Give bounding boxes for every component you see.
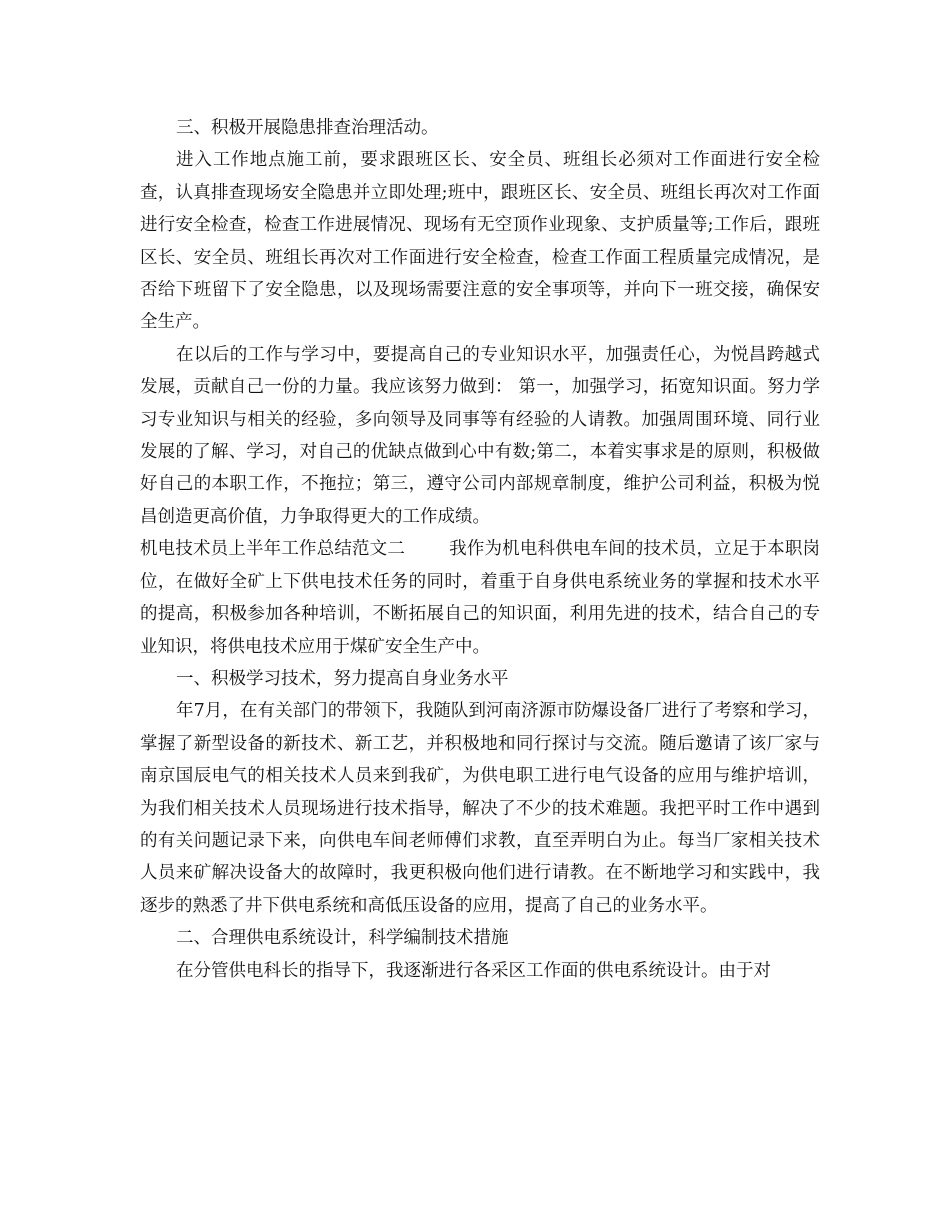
paragraph-safety-check: 进入工作地点施工前，要求跟班区长、安全员、班组长必须对工作面进行安全检查，认真排查现场安全隐患并立即处理;班中，跟班区长、安全员、班组长再次对工作面进行安全检查，检查工作进展情况、现场有无空顶作业现象、支护质量等;工作后，跟班区长、安全员、班组长再次对工作面进行安全检查，检查工作面工程质量完成情况，是否给下班留下了安全隐患，以及现场需要注意的安全事项等，并向下一班交接，确保安全生产。 (140, 150, 820, 333)
paragraph-design-start: 在分管供电科长的指导下，我逐渐进行各采区工作面的供电系统设计。由于对 (176, 960, 771, 981)
section-heading-hazard-inspection: 三、积极开展隐患排查治理活动。 (176, 118, 439, 138)
sample-two-text: 我作为机电科供电车间的技术员，立足于本职岗位，在做好全矿上下供电技术任务的同时，着重于自身供电系统业务的掌握和技术水平的提高，积极参加各种培训，不断拓展自己的知识面，利用先进的技术，结合自己的专业知识，将供电技术应用于煤矿安全生产中。 (140, 539, 820, 657)
paragraph-sample-two (140, 533, 820, 663)
paragraph-training: 年7月，在有关部门的带领下，我随队到河南济源市防爆设备厂进行了考察和学习，掌握了新型设备的新技术、新工艺，并积极地和同行探讨与交流。随后邀请了该厂家与南京国辰电气的相关技术人员来到我矿，为供电职工进行电气设备的应用与维护培训，为我们相关技术人员现场进行技术指导，解决了不少的技术难题。我把平时工作中遇到的有关问题记录下来，向供电车间老师傅们求教，直至弄明白为止。每当厂家相关技术人员来矿解决设备大的故障时，我更积极向他们进行请教。在不断地学习和实践中，我逐步的熟悉了井下供电系统和高低压设备的应用，提高了自己的业务水平。 (140, 701, 820, 916)
document-body (140, 112, 820, 987)
section-heading-system-design: 二、合理供电系统设计，科学编制技术措施 (176, 928, 509, 949)
section-heading-learn-tech: 一、积极学习技术，努力提高自身业务水平 (176, 668, 509, 689)
sample-two-title: 机电技术员上半年工作总结范文二 (140, 539, 405, 560)
paragraph-future-plan: 在以后的工作与学习中，要提高自己的专业知识水平，加强责任心，为悦昌跨越式发展，贡献自己一份的力量。我应该努力做到： 第一，加强学习，拓宽知识面。努力学习专业知识与相关的经验，多向领导及同事等有经验的人请教。加强周围环境、同行业发展的了解、学习，对自己的优缺点做到心中有数;第二，本着实事求是的原则，积极做好自己的本职工作，不拖拉；第三，遵守公司内部规章制度，维护公司利益，积极为悦昌创造更高价值，力争取得更大的工作成绩。 (140, 344, 820, 527)
